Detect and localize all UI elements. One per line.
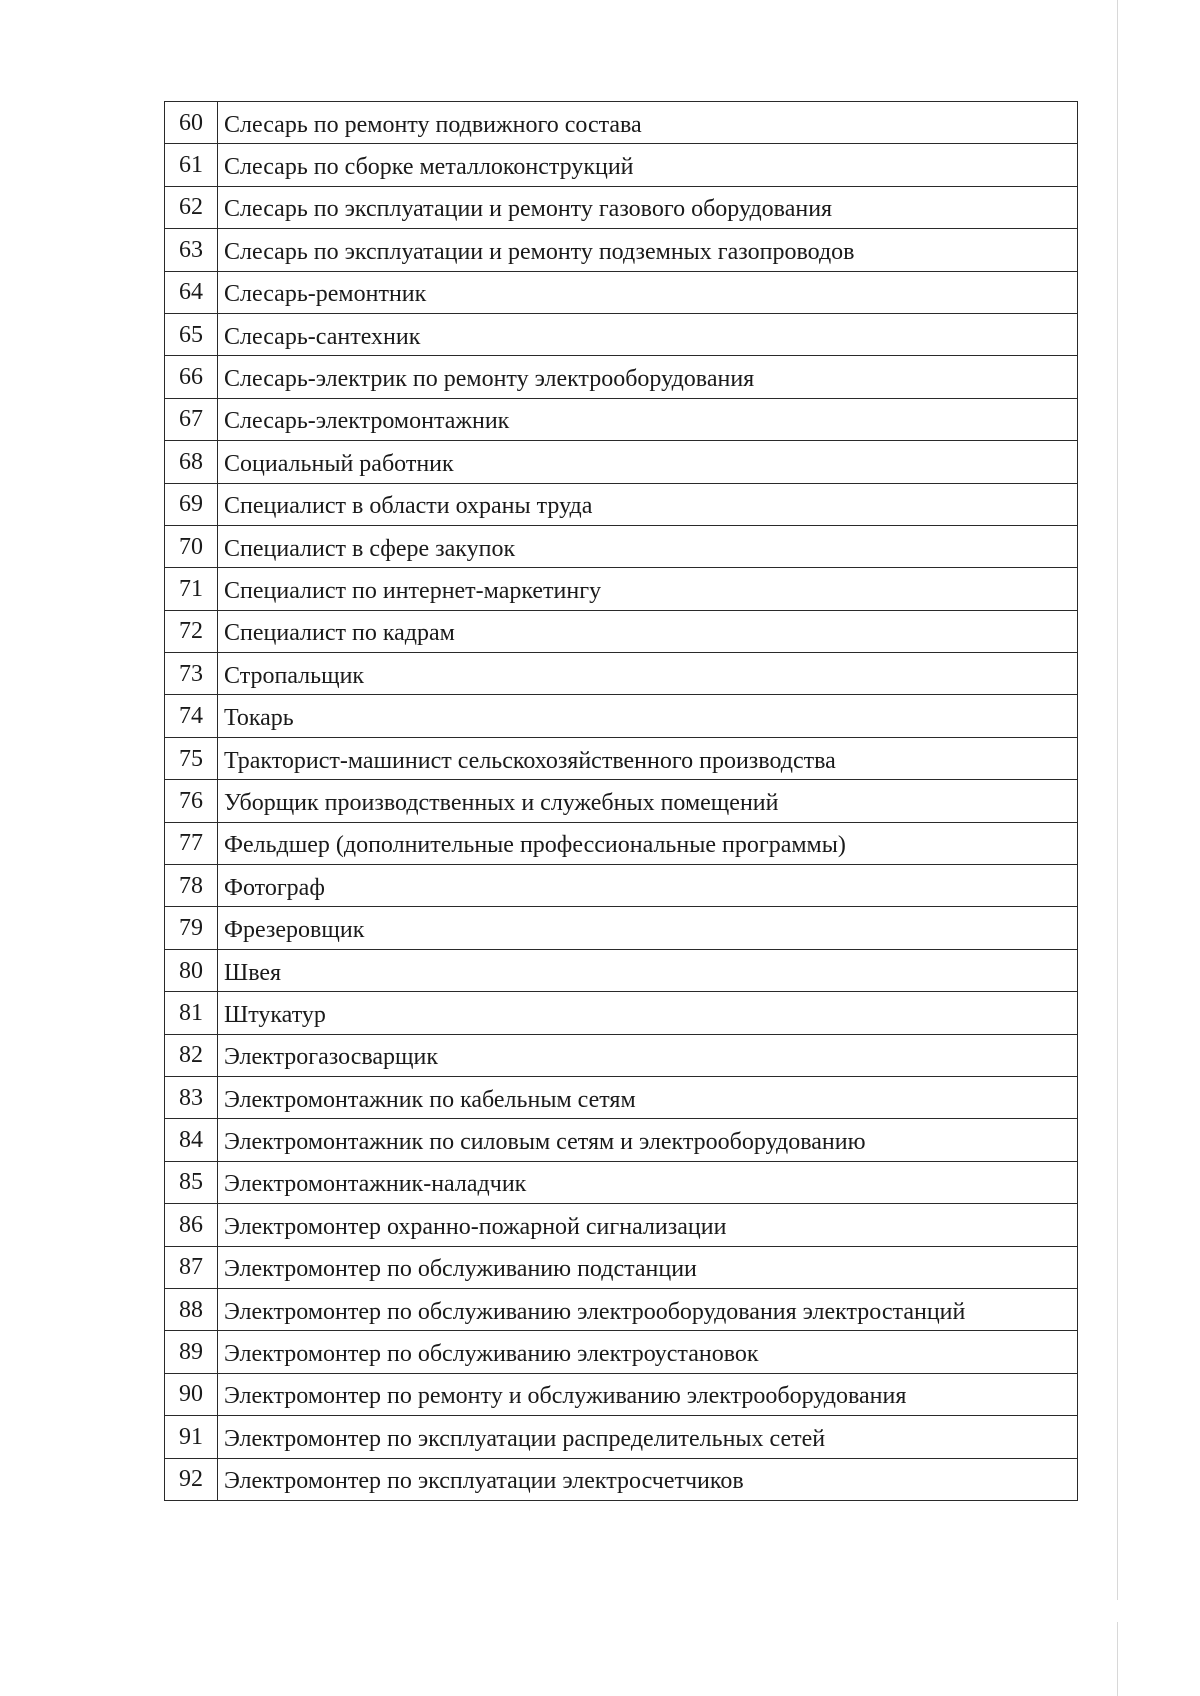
table-row bbox=[165, 441, 1078, 483]
table-row bbox=[165, 1204, 1078, 1246]
profession-name: Социальный работник bbox=[218, 441, 1078, 483]
row-number: 80 bbox=[165, 949, 218, 991]
profession-name: Специалист по интернет-маркетингу bbox=[218, 568, 1078, 610]
table-row bbox=[165, 653, 1078, 695]
profession-name: Электромонтер по ремонту и обслуживанию электрооборудования bbox=[218, 1373, 1078, 1415]
row-number: 73 bbox=[165, 653, 218, 695]
row-number: 61 bbox=[165, 144, 218, 186]
row-number: 75 bbox=[165, 737, 218, 779]
profession-name: Стропальщик bbox=[218, 653, 1078, 695]
row-number: 79 bbox=[165, 907, 218, 949]
profession-name: Электромонтажник по силовым сетям и электрооборудованию bbox=[218, 1119, 1078, 1161]
profession-name: Электромонтер охранно-пожарной сигнализации bbox=[218, 1204, 1078, 1246]
table-row bbox=[165, 1331, 1078, 1373]
profession-name: Специалист по кадрам bbox=[218, 610, 1078, 652]
table-row bbox=[165, 1458, 1078, 1500]
table-row bbox=[165, 525, 1078, 567]
profession-name: Электромонтер по обслуживанию подстанции bbox=[218, 1246, 1078, 1288]
table-row bbox=[165, 356, 1078, 398]
profession-name: Электромонтажник по кабельным сетям bbox=[218, 1076, 1078, 1118]
row-number: 68 bbox=[165, 441, 218, 483]
profession-name: Электромонтер по эксплуатации электросчетчиков bbox=[218, 1458, 1078, 1500]
table-row bbox=[165, 992, 1078, 1034]
profession-name: Фотограф bbox=[218, 865, 1078, 907]
profession-name: Слесарь-электрик по ремонту электрооборудования bbox=[218, 356, 1078, 398]
profession-name: Токарь bbox=[218, 695, 1078, 737]
table-row bbox=[165, 1288, 1078, 1330]
profession-name: Электромонтер по эксплуатации распределительных сетей bbox=[218, 1416, 1078, 1458]
row-number: 90 bbox=[165, 1373, 218, 1415]
profession-name: Уборщик производственных и служебных помещений bbox=[218, 780, 1078, 822]
row-number: 72 bbox=[165, 610, 218, 652]
profession-name: Электромонтажник-наладчик bbox=[218, 1161, 1078, 1203]
profession-name: Фельдшер (дополнительные профессиональные программы) bbox=[218, 822, 1078, 864]
row-number: 92 bbox=[165, 1458, 218, 1500]
row-number: 64 bbox=[165, 271, 218, 313]
row-number: 91 bbox=[165, 1416, 218, 1458]
page-edge-line bbox=[1117, 0, 1118, 1696]
row-number: 71 bbox=[165, 568, 218, 610]
profession-table-body bbox=[165, 102, 1078, 1501]
profession-name: Электромонтер по обслуживанию электрооборудования электростанций bbox=[218, 1288, 1078, 1330]
table-row bbox=[165, 144, 1078, 186]
profession-name: Слесарь-электромонтажник bbox=[218, 398, 1078, 440]
table-row bbox=[165, 568, 1078, 610]
table-row bbox=[165, 695, 1078, 737]
table-row bbox=[165, 737, 1078, 779]
row-number: 84 bbox=[165, 1119, 218, 1161]
row-number: 74 bbox=[165, 695, 218, 737]
profession-name: Слесарь-ремонтник bbox=[218, 271, 1078, 313]
table-row bbox=[165, 1161, 1078, 1203]
profession-name: Швея bbox=[218, 949, 1078, 991]
table-row bbox=[165, 1076, 1078, 1118]
table-row bbox=[165, 1373, 1078, 1415]
row-number: 78 bbox=[165, 865, 218, 907]
table-row bbox=[165, 1246, 1078, 1288]
profession-name: Электрогазосварщик bbox=[218, 1034, 1078, 1076]
profession-name: Специалист в области охраны труда bbox=[218, 483, 1078, 525]
row-number: 87 bbox=[165, 1246, 218, 1288]
row-number: 70 bbox=[165, 525, 218, 567]
profession-name: Тракторист-машинист сельскохозяйственного производства bbox=[218, 737, 1078, 779]
profession-name: Специалист в сфере закупок bbox=[218, 525, 1078, 567]
row-number: 65 bbox=[165, 313, 218, 355]
row-number: 82 bbox=[165, 1034, 218, 1076]
profession-name: Штукатур bbox=[218, 992, 1078, 1034]
table-row bbox=[165, 780, 1078, 822]
table-row bbox=[165, 102, 1078, 144]
row-number: 81 bbox=[165, 992, 218, 1034]
table-row bbox=[165, 865, 1078, 907]
table-row bbox=[165, 398, 1078, 440]
row-number: 69 bbox=[165, 483, 218, 525]
profession-table bbox=[164, 101, 1078, 1501]
profession-name: Слесарь по сборке металлоконструкций bbox=[218, 144, 1078, 186]
profession-name: Фрезеровщик bbox=[218, 907, 1078, 949]
row-number: 63 bbox=[165, 229, 218, 271]
profession-name: Слесарь по эксплуатации и ремонту подземных газопроводов bbox=[218, 229, 1078, 271]
table-row bbox=[165, 1416, 1078, 1458]
row-number: 77 bbox=[165, 822, 218, 864]
table-row bbox=[165, 610, 1078, 652]
table-row bbox=[165, 186, 1078, 228]
profession-name: Слесарь по ремонту подвижного состава bbox=[218, 102, 1078, 144]
profession-name: Слесарь-сантехник bbox=[218, 313, 1078, 355]
row-number: 83 bbox=[165, 1076, 218, 1118]
table-row bbox=[165, 822, 1078, 864]
table-row bbox=[165, 313, 1078, 355]
row-number: 66 bbox=[165, 356, 218, 398]
table-row bbox=[165, 271, 1078, 313]
row-number: 88 bbox=[165, 1288, 218, 1330]
row-number: 76 bbox=[165, 780, 218, 822]
profession-name: Электромонтер по обслуживанию электроустановок bbox=[218, 1331, 1078, 1373]
row-number: 86 bbox=[165, 1204, 218, 1246]
row-number: 89 bbox=[165, 1331, 218, 1373]
profession-name: Слесарь по эксплуатации и ремонту газового оборудования bbox=[218, 186, 1078, 228]
table-row bbox=[165, 1034, 1078, 1076]
page-edge-gap bbox=[1116, 1600, 1119, 1622]
row-number: 85 bbox=[165, 1161, 218, 1203]
table-row bbox=[165, 483, 1078, 525]
row-number: 62 bbox=[165, 186, 218, 228]
table-row bbox=[165, 949, 1078, 991]
row-number: 60 bbox=[165, 102, 218, 144]
row-number: 67 bbox=[165, 398, 218, 440]
table-row bbox=[165, 229, 1078, 271]
table-row bbox=[165, 1119, 1078, 1161]
table-row bbox=[165, 907, 1078, 949]
